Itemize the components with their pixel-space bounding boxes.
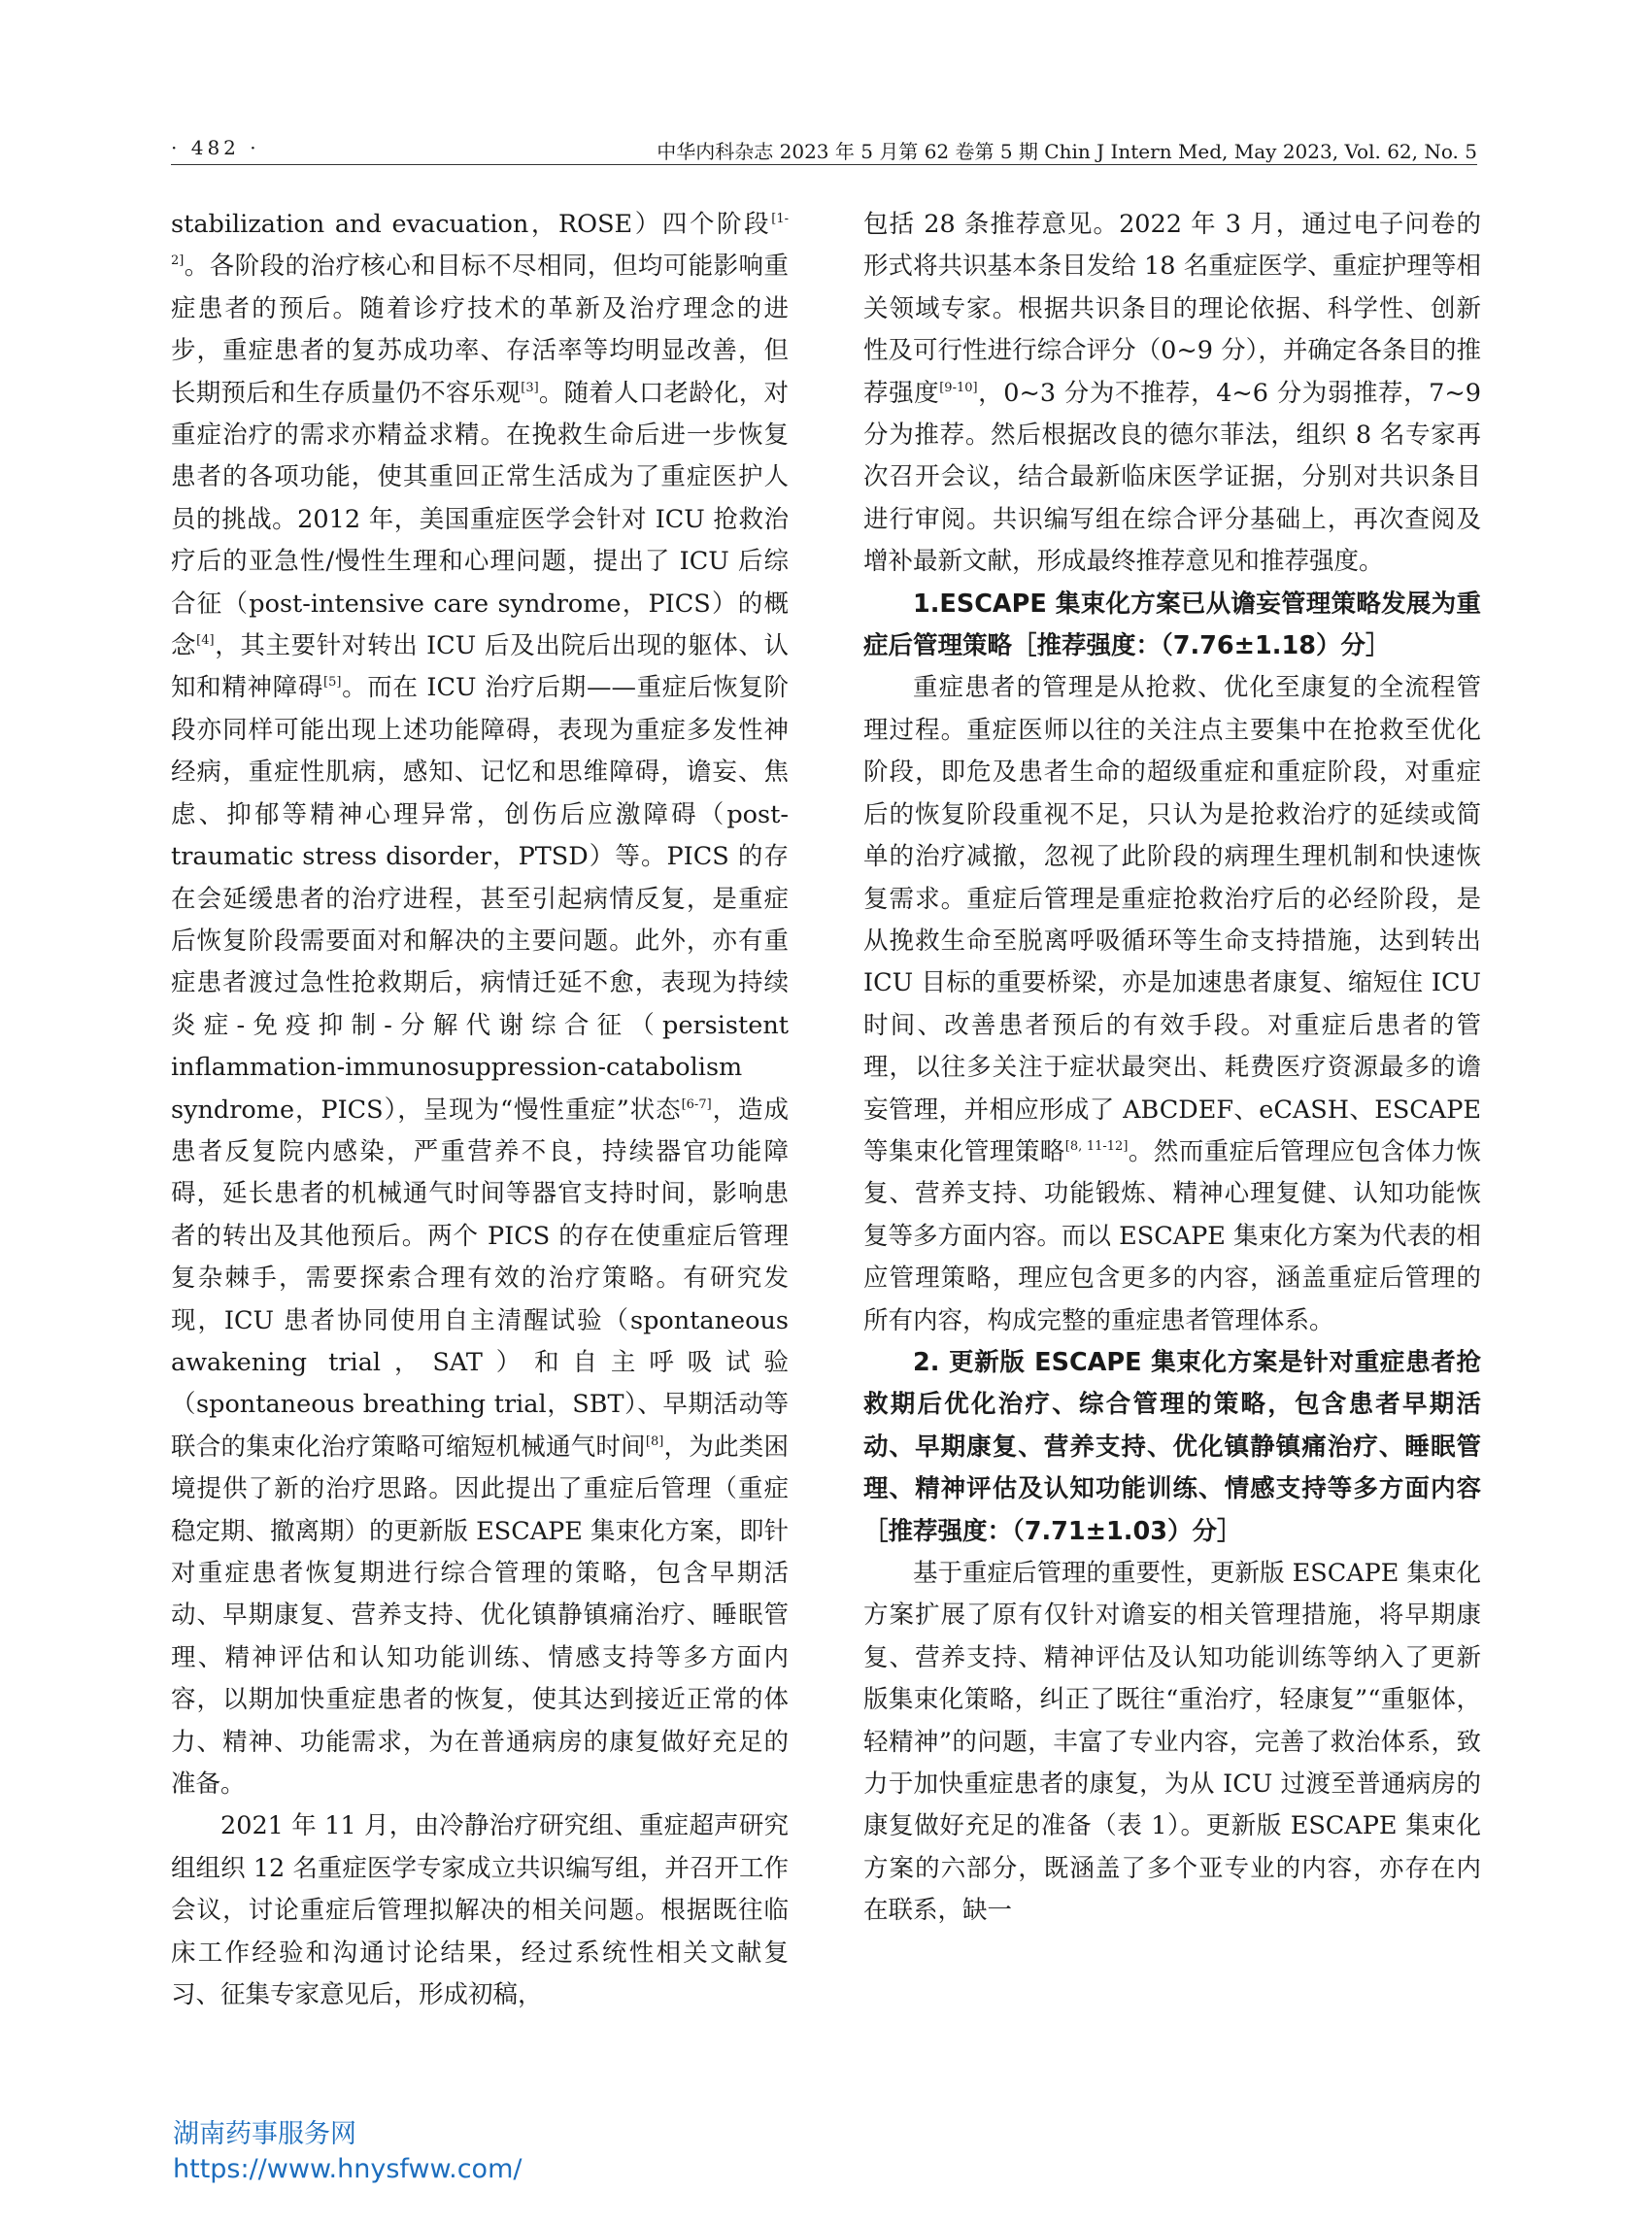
citation[interactable]: [1-2] — [171, 212, 789, 269]
methods-paragraph: 2021 年 11 月，由冷静治疗研究组、重症超声研究组组织 12 名重症医学专家成立共识编写组，并召开工作会议，讨论重症后管理拟解决的相关问题。根据既往临床工作经验和沟通讨论结果，经过系统性相关文献复习、征集专家意见后，形成初稿， — [171, 1811, 789, 2010]
watermark-url[interactable]: https://www.hnysfww.com/ — [173, 2154, 523, 2184]
citation[interactable]: [5] — [323, 675, 342, 691]
watermark-name: 湖南药事服务网 — [173, 2119, 356, 2149]
page-number: · 482 · — [171, 136, 260, 159]
citation[interactable]: [8, 11-12] — [1064, 1138, 1129, 1154]
journal-citation: 中华内科杂志 2023 年 5 月第 62 卷第 5 期 Chin J Intern Med, May 2023, Vol. 62, No. 5 — [657, 140, 1477, 163]
right-column — [863, 204, 1481, 2088]
recommendation-2-body: 基于重症后管理的重要性，更新版 ESCAPE 集束化方案扩展了原有仅针对谵妄的相关管理措施，将早期康复、营养支持、精神评估及认知功能训练等纳入了更新版集束化策略，纠正了既往“重治疗，轻康复”“重躯体，轻精神”的问题，丰富了专业内容，完善了救治体系，致力于加快重症患者的康复，为从 ICU 过渡至普通病房的康复做好充足的准备（表 1）。更新版 ESCAPE 集束化方案的六部分，既涵盖了多个亚专业的内容，亦存在内在联系，缺一 — [863, 1559, 1481, 1926]
methods-continued-paragraph: 包括 28 条推荐意见。2022 年 3 月，通过电子问卷的形式将共识基本条目发给 18 名重症医学、重症护理等相关领域专家。根据共识条目的理论依据、科学性、创新性及可行性进行综合评分（0~9 分），并确定各条目的推荐强度[9-10]，0~3 分为不推荐，4~6 分为弱推荐，7~9 分为推荐。然后根据改良的德尔菲法，组织 8 名专家再次召开会议，结合最新临床医学证据，分别对共识条目进行审阅。共识编写组在综合评分基础上，再次查阅及增补最新文献，形成最终推荐意见和推荐强度。 — [863, 210, 1481, 577]
citation[interactable]: [9-10] — [939, 380, 978, 395]
citation[interactable]: [4] — [196, 633, 215, 649]
recommendation-1-heading: 1.ESCAPE 集束化方案已从谵妄管理策略发展为重症后管理策略［推荐强度：（7.76±1.18）分］ — [863, 589, 1481, 661]
citation[interactable]: [3] — [521, 380, 539, 395]
intro-paragraph: stabilization and evacuation，ROSE）四个阶段[1-2]。各阶段的治疗核心和目标不尽相同，但均可能影响重症患者的预后。随着诊疗技术的革新及治疗理念的进步，重症患者的复苏成功率、存活率等均明显改善，但长期预后和生存质量仍不容乐观[3]。随着人口老龄化，对重症治疗的需求亦精益求精。在挽救生命后进一步恢复患者的各项功能，使其重回正常生活成为了重症医护人员的挑战。2012 年，美国重症医学会针对 ICU 抢救治疗后的亚急性/慢性生理和心理问题，提出了 ICU 后综合征（post-intensive care syndrome，PICS）的概念[4]，其主要针对转出 ICU 后及出院后出现的躯体、认知和精神障碍[5]。而在 ICU 治疗后期——重症后恢复阶段亦同样可能出现上述功能障碍，表现为重症多发性神经病，重症性肌病，感知、记忆和思维障碍，谵妄、焦虑、抑郁等精神心理异常，创伤后应激障碍（post-traumatic stress disorder，PTSD）等。PICS 的存在会延缓患者的治疗进程，甚至引起病情反复，是重症后恢复阶段需要面对和解决的主要问题。此外，亦有重症患者渡过急性抢救期后，病情迁延不愈，表现为持续炎症-免疫抑制-分解代谢综合征（persistent inflammation-immunosuppression-catabolism syndrome，PICS），呈现为“慢性重症”状态[6-7]，造成患者反复院内感染，严重营养不良，持续器官功能障碍，延长患者的机械通气时间等器官支持时间，影响患者的转出及其他预后。两个 PICS 的存在使重症后管理复杂棘手，需要探索合理有效的治疗策略。有研究发现，ICU 患者协同使用自主清醒试验（spontaneous awakening trial，SAT）和自主呼吸试验（spontaneous breathing trial，SBT）、早期活动等联合的集束化治疗策略可缩短机械通气时间[8]，为此类困境提供了新的治疗思路。因此提出了重症后管理（重症稳定期、撤离期）的更新版 ESCAPE 集束化方案，即针对重症患者恢复期进行综合管理的策略，包含早期活动、早期康复、营养支持、优化镇静镇痛治疗、睡眠管理、精神评估和认知功能训练、情感支持等多方面内容，以期加快重症患者的恢复，使其达到接近正常的体力、精神、功能需求，为在普通病房的康复做好充足的准备。 — [171, 210, 789, 1800]
left-column — [171, 204, 789, 2088]
watermark — [173, 2117, 522, 2187]
citation[interactable]: [6-7] — [681, 1096, 712, 1112]
recommendation-2-heading: 2. 更新版 ESCAPE 集束化方案是针对重症患者抢救期后优化治疗、综合管理的策略，包含患者早期活动、早期康复、营养支持、优化镇静镇痛治疗、睡眠管理、精神评估及认知功能训练、情感支持等多方面内容［推荐强度：（7.71±1.03）分］ — [863, 1347, 1481, 1546]
running-header — [171, 132, 1477, 165]
header-rule — [171, 164, 1477, 165]
recommendation-1-body: 重症患者的管理是从抢救、优化至康复的全流程管理过程。重症医师以往的关注点主要集中在抢救至优化阶段，即危及患者生命的超级重症和重症阶段，对重症后的恢复阶段重视不足，只认为是抢救治疗的延续或简单的治疗减撤，忽视了此阶段的病理生理机制和快速恢复需求。重症后管理是重症抢救治疗后的必经阶段，是从挽救生命至脱离呼吸循环等生命支持措施，达到转出 ICU 目标的重要桥梁，亦是加速患者康复、缩短住 ICU 时间、改善患者预后的有效手段。对重症后患者的管理，以往多关注于症状最突出、耗费医疗资源最多的谵妄管理，并相应形成了 ABCDEF、eCASH、ESCAPE 等集束化管理策略[8, 11-12]。然而重症后管理应包含体力恢复、营养支持、功能锻炼、精神心理复健、认知功能恢复等多方面内容。而以 ESCAPE 集束化方案为代表的相应管理策略，理应包含更多的内容，涵盖重症后管理的所有内容，构成完整的重症患者管理体系。 — [863, 673, 1481, 1335]
citation[interactable]: [8] — [645, 1433, 664, 1449]
